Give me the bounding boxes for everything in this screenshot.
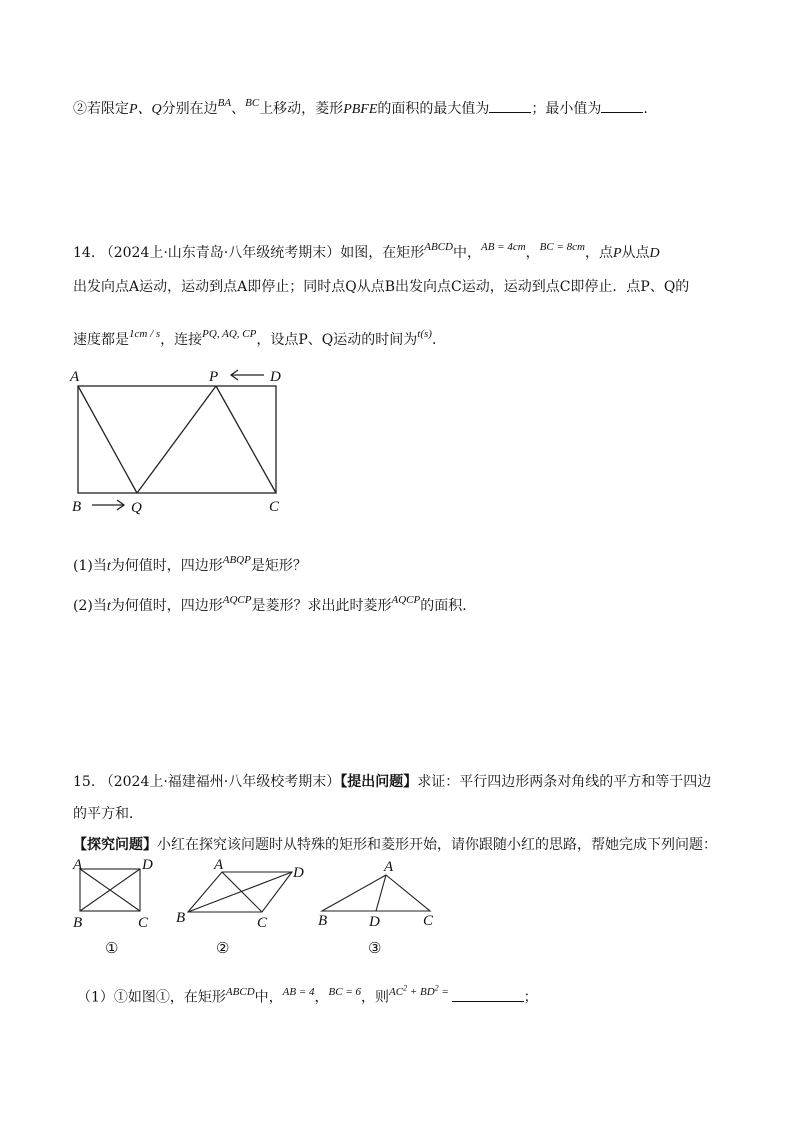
label-c: C (269, 499, 280, 515)
question-source: （2024上·福建福州·八年级校考期末） (99, 774, 341, 790)
q14-line2: 出发向点A运动，运动到点A即停止；同时点Q从点B出发向点C运动，运动到点C即停止．点P、Q的 (73, 279, 690, 295)
svg-text:B: B (73, 915, 83, 931)
tag-explore: 【探究问题】 (73, 837, 157, 853)
svg-text:B: B (176, 910, 186, 926)
speed-value: 1cm / s (129, 328, 161, 340)
q15-line1: 15. （2024上·福建福州·八年级校考期末）【提出问题】求证：平行四边形两条对角线的平方和等于四边 (73, 774, 712, 790)
label-b: B (72, 499, 82, 515)
ab-length: AB = 4cm (480, 241, 526, 253)
ab-length: AB = 4 (282, 985, 315, 998)
q14-line3: 速度都是$^{1cm / s}$，连接$^{PQ, AQ, CP}$，设点P、Q运动的时间为$^{t(s)}$． (73, 328, 446, 348)
q15-figure-1 (80, 869, 140, 911)
fig-number-2: ② (216, 941, 230, 957)
fig-number-3: ③ (368, 941, 382, 957)
svg-text:A: A (214, 857, 224, 873)
svg-text:A: A (384, 859, 394, 875)
q15-figure-3 (322, 875, 430, 911)
svg-text:A: A (73, 857, 83, 873)
rhombus-aqcp: AQCP (391, 594, 421, 606)
q14-sub1: (1)当t为何值时，四边形$^{ABQP}$是矩形？ (73, 554, 307, 574)
svg-text:D: D (369, 914, 380, 930)
quad-abqp: ABQP (222, 554, 251, 566)
rhombus-pbfe: PBFE (343, 102, 378, 117)
q15-line3: 【探究问题】小红在探究该问题时从特殊的矩形和菱形开始，请你跟随小红的思路，帮她完成下列问题： (73, 837, 717, 853)
fig-number-1: ① (105, 941, 119, 957)
side-ba: BA (217, 97, 232, 109)
segments: PQ, AQ, CP (202, 328, 257, 340)
rect-abcd: ABCD (424, 241, 453, 253)
segment-pq (137, 386, 216, 493)
svg-text:C: C (257, 915, 268, 931)
sum-of-squares-expr: AC2 + BD2 = (389, 983, 452, 998)
q14-line1: 14. （2024上·山东青岛·八年级统考期末）如图，在矩形$^{ABCD}$中，$^{AB = 4cm}$，$^{BC = 8cm}$，点P从点D (73, 241, 660, 261)
segment-pc (216, 386, 276, 493)
label-d: D (270, 369, 281, 385)
points-pq: P、Q (129, 102, 162, 117)
svg-text:D: D (293, 865, 304, 881)
bc-length: BC = 8cm (539, 241, 585, 253)
question-number: 14. (73, 245, 96, 261)
q15-line2: 的平方和． (73, 806, 143, 822)
svg-text:B: B (318, 913, 328, 929)
q14-sub2: (2)当t为何值时，四边形$^{AQCP}$是菱形？求出此时菱形$^{AQCP}$的面积． (73, 594, 477, 614)
tag-propose: 【提出问题】 (340, 774, 418, 790)
label-q: Q (131, 500, 142, 516)
label-a: A (70, 369, 80, 385)
bc-length: BC = 6 (328, 985, 362, 998)
svg-text:C: C (423, 913, 434, 929)
rect-abcd: ABCD (225, 985, 255, 998)
segment-aq (78, 386, 137, 493)
side-bc: BC (245, 97, 260, 109)
q13-part2-line: ②若限定P、Q分别在边$^{BA}$、$^{BC}$上移动，菱形PBFE的面积的最大值为 ；最小值为 . (73, 97, 648, 117)
q15-figure-2 (188, 872, 292, 912)
svg-text:C: C (138, 915, 149, 931)
q15-sub1: （1）①如图①，在矩形$^{ABCD}$中，$^{AB = 4}$，$^{BC = 6}$，则$^{AC^2 + BD^2 =}$ ； (77, 983, 538, 1006)
q14-figure (78, 370, 276, 510)
svg-text:D: D (142, 857, 153, 873)
label-p: P (209, 369, 219, 385)
time-var: t(s) (417, 328, 432, 340)
question-source: （2024上·山东青岛·八年级统考期末） (99, 245, 341, 261)
quad-aqcp: AQCP (222, 594, 252, 606)
question-number: 15. (73, 774, 96, 790)
